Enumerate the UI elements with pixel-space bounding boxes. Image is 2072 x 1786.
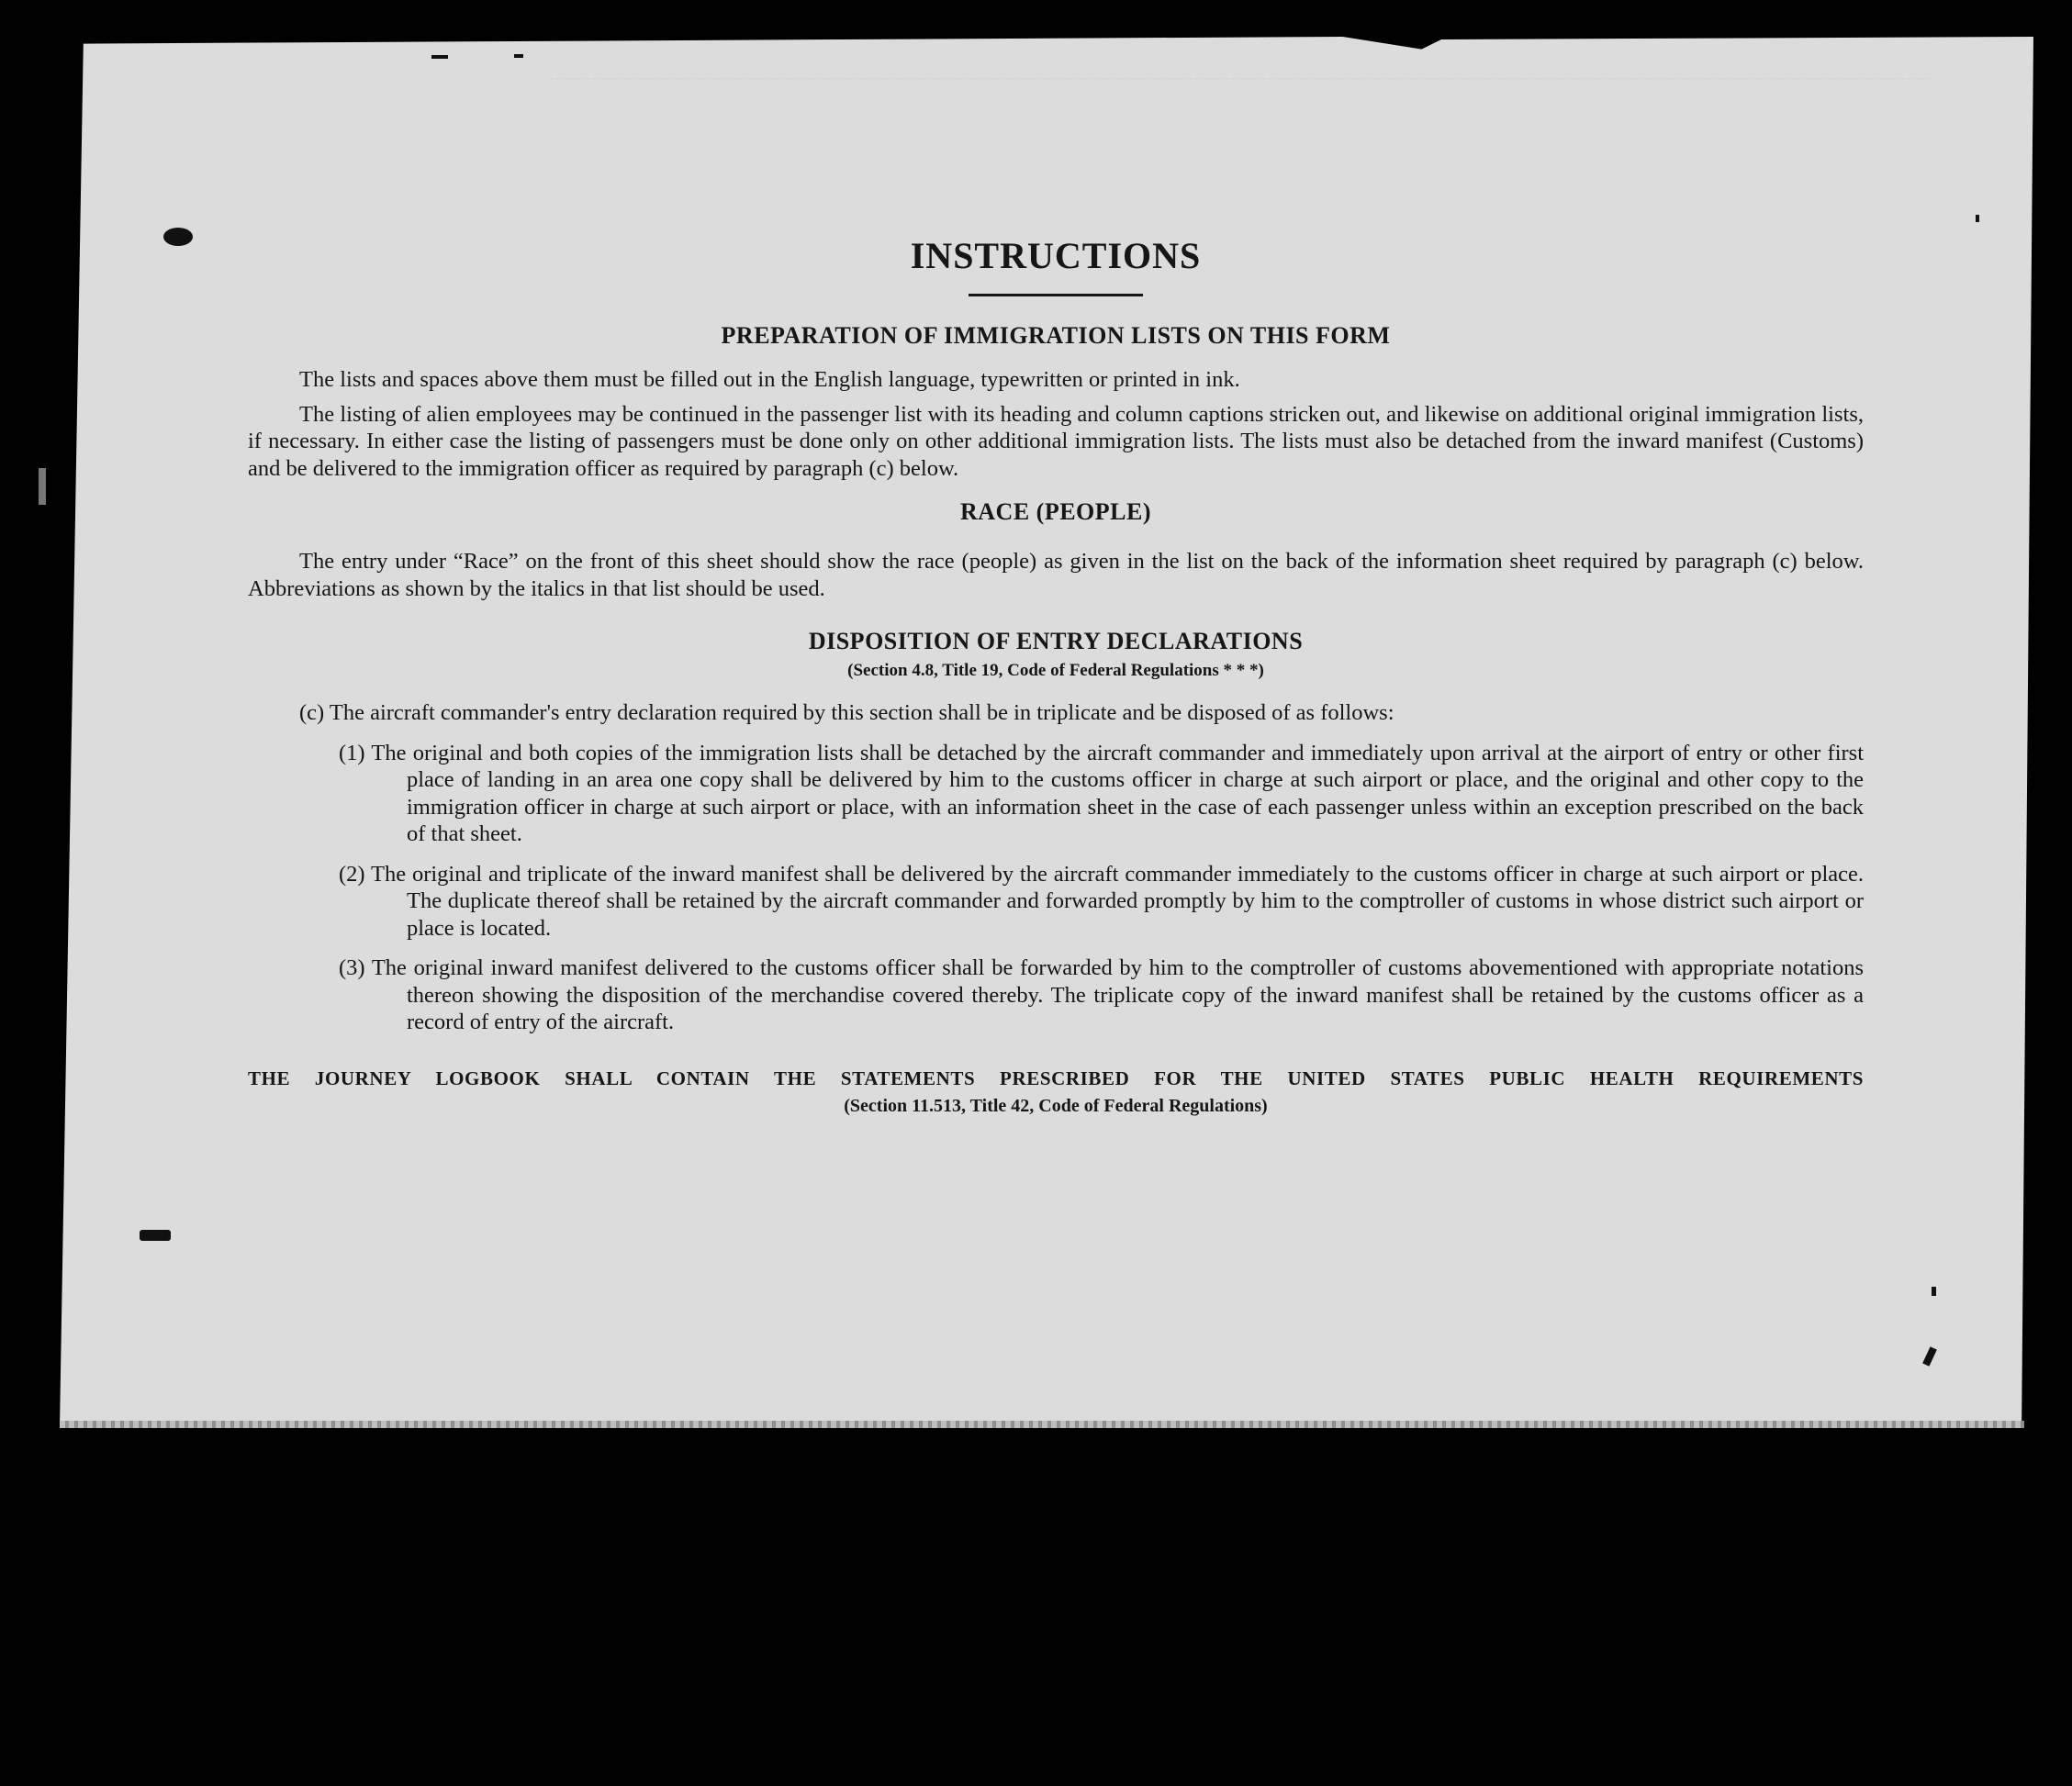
perforated-edge bbox=[60, 1421, 2024, 1428]
paragraph-race: The entry under “Race” on the front of this sheet should show the race (people) as given in the list on the back of the information sheet required by paragraph (c) below. Abbreviations as shown by the italics in that list should be used. bbox=[248, 549, 1864, 601]
bleed-through-mark bbox=[551, 78, 1928, 217]
footer-citation: (Section 11.513, Title 42, Code of Federal Regulations) bbox=[844, 1095, 1268, 1116]
speck-mark bbox=[1932, 1287, 1936, 1296]
clause-c-intro: (c) The aircraft commander's entry declaration required by this section shall be in triplicate and be disposed of as follows: bbox=[299, 700, 1394, 725]
speck-mark bbox=[431, 55, 448, 59]
speck-mark bbox=[1976, 215, 1979, 222]
section-heading-disposition: DISPOSITION OF ENTRY DECLARATIONS bbox=[808, 628, 1304, 654]
speck-mark bbox=[140, 1230, 171, 1241]
list-item-3: (3) The original inward manifest delivered to the customs officer shall be forwarded by him to the comptroller of customs abovementioned with appropriate notations thereon showing the disposition of the merchandise covered thereby. The triplicate copy of the inward manifest shall be retained by the customs officer as a record of entry of the aircraft. bbox=[339, 955, 1864, 1034]
document-title: INSTRUCTIONS bbox=[910, 235, 1202, 276]
section-heading-race: RACE (PEOPLE) bbox=[960, 498, 1151, 525]
section-heading-preparation: PREPARATION OF IMMIGRATION LISTS ON THIS FORM bbox=[721, 322, 1391, 349]
speck-mark bbox=[39, 468, 46, 505]
instructions-document bbox=[248, 234, 1864, 1117]
paragraph-preparation-1: The lists and spaces above them must be filled out in the English language, typewritten or printed in ink. bbox=[299, 367, 1240, 392]
section-citation-disposition: (Section 4.8, Title 19, Code of Federal Regulations * * *) bbox=[847, 661, 1264, 680]
speck-mark bbox=[514, 54, 523, 58]
title-underline bbox=[969, 294, 1143, 296]
paragraph-preparation-2: The listing of alien employees may be continued in the passenger list with its heading and column captions stricken out, and likewise on additional original immigration lists, if necessary. In either case the listing of passengers must be done only on other additional immigration lists. The lists must also be detached from the inward manifest (Customs) and be delivered to the immigration officer as required by paragraph (c) below. bbox=[248, 401, 1864, 481]
list-item-1: (1) The original and both copies of the immigration lists shall be detached by the aircraft commander and immediately upon arrival at the airport of entry or other first place of landing in an area one copy shall be delivered by him to the customs officer in charge at such airport or place, and the original and other copy to the immigration officer in charge at such airport or place, with an information sheet in the case of each passenger unless within an exception prescribed on the back of that sheet. bbox=[339, 740, 1864, 846]
speck-mark bbox=[163, 228, 193, 246]
footer-statement: THE JOURNEY LOGBOOK SHALL CONTAIN THE STATEMENTS PRESCRIBED FOR THE UNITED STATES PUBLIC HEALTH REQUIREMENTS bbox=[248, 1066, 1864, 1089]
list-item-2: (2) The original and triplicate of the inward manifest shall be delivered by the aircraft commander immediately to the customs officer in charge at such airport or place. The duplicate thereof shall be retained by the aircraft commander and forwarded promptly by him to the comptroller of customs in whose district such airport or place is located. bbox=[339, 861, 1864, 941]
